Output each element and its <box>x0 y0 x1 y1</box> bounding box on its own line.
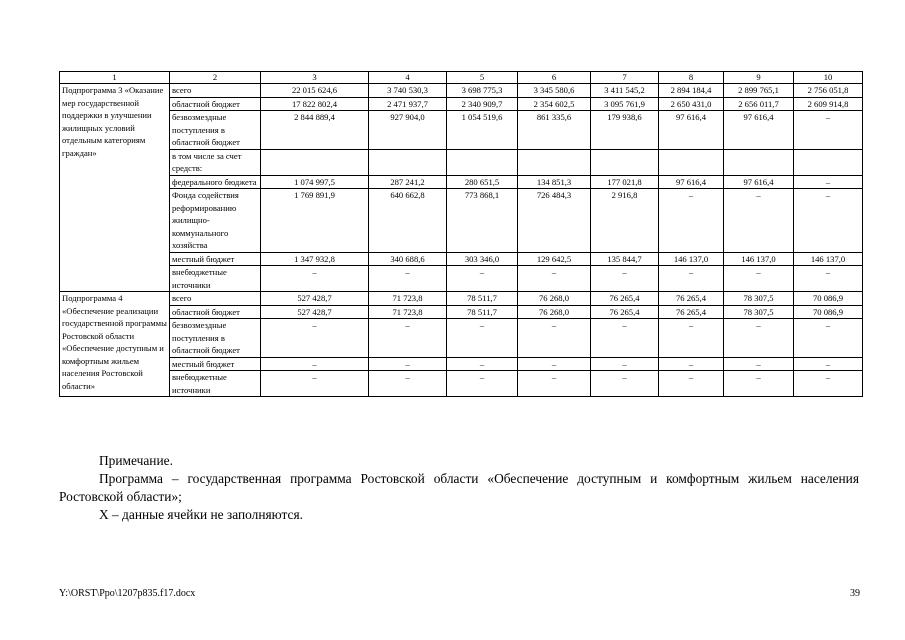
table-cell: 527 428,7 <box>261 305 369 319</box>
table-cell: 303 346,0 <box>447 252 518 266</box>
table-row <box>60 319 863 358</box>
table-cell <box>261 149 369 175</box>
table-cell: – <box>447 357 518 371</box>
budget-table <box>59 71 863 397</box>
table-row <box>60 84 863 98</box>
table-cell: 861 335,6 <box>518 111 591 150</box>
table-cell: 340 688,6 <box>369 252 447 266</box>
table-cell: – <box>659 371 724 397</box>
table-cell: 70 086,9 <box>794 305 863 319</box>
funding-source-label: местный бюджет <box>170 357 261 371</box>
table-cell: – <box>591 371 659 397</box>
column-header: 8 <box>659 72 724 84</box>
column-header: 4 <box>369 72 447 84</box>
table-cell: 97 616,4 <box>659 175 724 189</box>
table-cell: – <box>724 371 794 397</box>
table-cell: 78 307,5 <box>724 305 794 319</box>
table-row <box>60 175 863 189</box>
table-cell: 2 609 914,8 <box>794 97 863 111</box>
table-cell: – <box>794 111 863 150</box>
table-cell: 1 054 519,6 <box>447 111 518 150</box>
table-cell: 1 347 932,8 <box>261 252 369 266</box>
table-cell: 78 511,7 <box>447 305 518 319</box>
table-cell: 97 616,4 <box>724 111 794 150</box>
table-cell: 3 095 761,9 <box>591 97 659 111</box>
table-cell: 146 137,0 <box>724 252 794 266</box>
table-row <box>60 189 863 253</box>
note-x: Х – данные ячейки не заполняются. <box>99 507 303 522</box>
table-cell: 76 268,0 <box>518 305 591 319</box>
column-header: 2 <box>170 72 261 84</box>
table-cell: 287 241,2 <box>369 175 447 189</box>
column-header: 10 <box>794 72 863 84</box>
funding-source-label: Фонда содействия реформированию жилищно-коммунального хозяйства <box>170 189 261 253</box>
table-cell: – <box>518 357 591 371</box>
funding-source-label: областной бюджет <box>170 97 261 111</box>
column-header: 5 <box>447 72 518 84</box>
table-cell: – <box>261 319 369 358</box>
table-cell: 146 137,0 <box>659 252 724 266</box>
funding-source-label: всего <box>170 292 261 306</box>
column-header: 9 <box>724 72 794 84</box>
table-cell: – <box>659 319 724 358</box>
note-program: Программа – государственная программа Ростовской области «Обеспечение доступным и комфортным жильем населения Ростовской области»; <box>59 471 859 504</box>
table-cell: 1 074 997,5 <box>261 175 369 189</box>
table-cell: 71 723,8 <box>369 292 447 306</box>
table-cell: 179 938,6 <box>591 111 659 150</box>
table-cell: – <box>794 371 863 397</box>
table-cell: 78 307,5 <box>724 292 794 306</box>
table-cell: – <box>724 189 794 253</box>
column-header: 7 <box>591 72 659 84</box>
table-cell: 3 740 530,3 <box>369 84 447 98</box>
table-cell: 97 616,4 <box>724 175 794 189</box>
table-cell: 2 471 937,7 <box>369 97 447 111</box>
table-cell: 2 899 765,1 <box>724 84 794 98</box>
table-cell: 177 021,8 <box>591 175 659 189</box>
table-cell: – <box>659 357 724 371</box>
table-cell: 134 851,3 <box>518 175 591 189</box>
table-cell: 76 265,4 <box>591 305 659 319</box>
table-cell: – <box>369 357 447 371</box>
table-cell: – <box>724 319 794 358</box>
column-header: 3 <box>261 72 369 84</box>
table-cell: 70 086,9 <box>794 292 863 306</box>
table-cell: – <box>518 371 591 397</box>
table-cell: – <box>794 357 863 371</box>
table-cell: 3 698 775,3 <box>447 84 518 98</box>
table-cell: 2 656 011,7 <box>724 97 794 111</box>
funding-source-label: местный бюджет <box>170 252 261 266</box>
table-cell: – <box>261 266 369 292</box>
table-cell: 2 844 889,4 <box>261 111 369 150</box>
table-cell: – <box>591 319 659 358</box>
table-cell: 640 662,8 <box>369 189 447 253</box>
table-cell: – <box>591 357 659 371</box>
table-row <box>60 252 863 266</box>
table-cell: – <box>369 371 447 397</box>
funding-source-label: безвозмездные поступления в областной бюджет <box>170 319 261 358</box>
table-cell: 129 642,5 <box>518 252 591 266</box>
table-cell: 97 616,4 <box>659 111 724 150</box>
table-cell: 76 265,4 <box>659 292 724 306</box>
table-cell: 17 822 802,4 <box>261 97 369 111</box>
subprogram-name: Подпрограмма 4 «Обеспечение реализации государственной программы Ростовской области «Обеспечение доступным и комфортным жильем населения Ростовской области» <box>60 292 170 397</box>
table-cell <box>794 149 863 175</box>
table-cell: 927 904,0 <box>369 111 447 150</box>
table-cell: – <box>659 189 724 253</box>
table-cell: 280 651,5 <box>447 175 518 189</box>
table-row <box>60 371 863 397</box>
table-cell: 1 769 891,9 <box>261 189 369 253</box>
table-cell: 726 484,3 <box>518 189 591 253</box>
table-cell: – <box>518 319 591 358</box>
table-cell <box>591 149 659 175</box>
table-cell: – <box>724 266 794 292</box>
table-cell: – <box>794 189 863 253</box>
table-cell <box>724 149 794 175</box>
table-row <box>60 149 863 175</box>
table-cell: 135 844,7 <box>591 252 659 266</box>
footer-file-path: Y:\ORST\Ppo\1207p835.f17.docx <box>59 588 196 599</box>
table-row <box>60 292 863 306</box>
table-cell <box>447 149 518 175</box>
table-cell: – <box>659 266 724 292</box>
funding-source-label: в том числе за счет средств: <box>170 149 261 175</box>
funding-source-label: внебюджетные источники <box>170 266 261 292</box>
table-cell: – <box>591 266 659 292</box>
table-cell: 2 354 602,5 <box>518 97 591 111</box>
table-cell: 146 137,0 <box>794 252 863 266</box>
table-cell: – <box>794 319 863 358</box>
note-title: Примечание. <box>99 453 173 468</box>
table-cell: 71 723,8 <box>369 305 447 319</box>
table-cell: – <box>794 266 863 292</box>
table-cell <box>518 149 591 175</box>
table-cell: 3 411 545,2 <box>591 84 659 98</box>
table-cell: 2 756 051,8 <box>794 84 863 98</box>
funding-source-label: областной бюджет <box>170 305 261 319</box>
table-cell <box>659 149 724 175</box>
table-cell: – <box>369 319 447 358</box>
table-cell: 76 268,0 <box>518 292 591 306</box>
table-cell: – <box>518 266 591 292</box>
funding-source-label: внебюджетные источники <box>170 371 261 397</box>
funding-source-label: безвозмездные поступления в областной бюджет <box>170 111 261 150</box>
funding-source-label: всего <box>170 84 261 98</box>
table-row <box>60 357 863 371</box>
table-cell: 78 511,7 <box>447 292 518 306</box>
table-cell: 3 345 580,6 <box>518 84 591 98</box>
table-cell: 2 894 184,4 <box>659 84 724 98</box>
table-cell: 2 340 909,7 <box>447 97 518 111</box>
table-cell: – <box>447 371 518 397</box>
table-cell: 22 015 624,6 <box>261 84 369 98</box>
table-cell: 527 428,7 <box>261 292 369 306</box>
funding-source-label: федерального бюджета <box>170 175 261 189</box>
header-row <box>60 72 863 84</box>
table-row <box>60 305 863 319</box>
table-cell: – <box>447 319 518 358</box>
table-cell: 76 265,4 <box>659 305 724 319</box>
table-cell: 2 916,8 <box>591 189 659 253</box>
table-cell: – <box>794 175 863 189</box>
table-row <box>60 111 863 150</box>
table-cell: – <box>447 266 518 292</box>
table-cell <box>369 149 447 175</box>
table-cell: – <box>724 357 794 371</box>
column-header: 6 <box>518 72 591 84</box>
page-number: 39 <box>850 588 860 599</box>
table-cell: – <box>369 266 447 292</box>
table-cell: 773 868,1 <box>447 189 518 253</box>
table-row <box>60 97 863 111</box>
table-cell: – <box>261 357 369 371</box>
table-cell: 2 650 431,0 <box>659 97 724 111</box>
table-row <box>60 266 863 292</box>
table-cell: 76 265,4 <box>591 292 659 306</box>
column-header: 1 <box>60 72 170 84</box>
table-body <box>60 72 863 397</box>
table-cell: – <box>261 371 369 397</box>
subprogram-name: Подпрограмма 3 «Оказание мер государственной поддержки в улучшении жилищных условий отдельным категориям граждан» <box>60 84 170 292</box>
